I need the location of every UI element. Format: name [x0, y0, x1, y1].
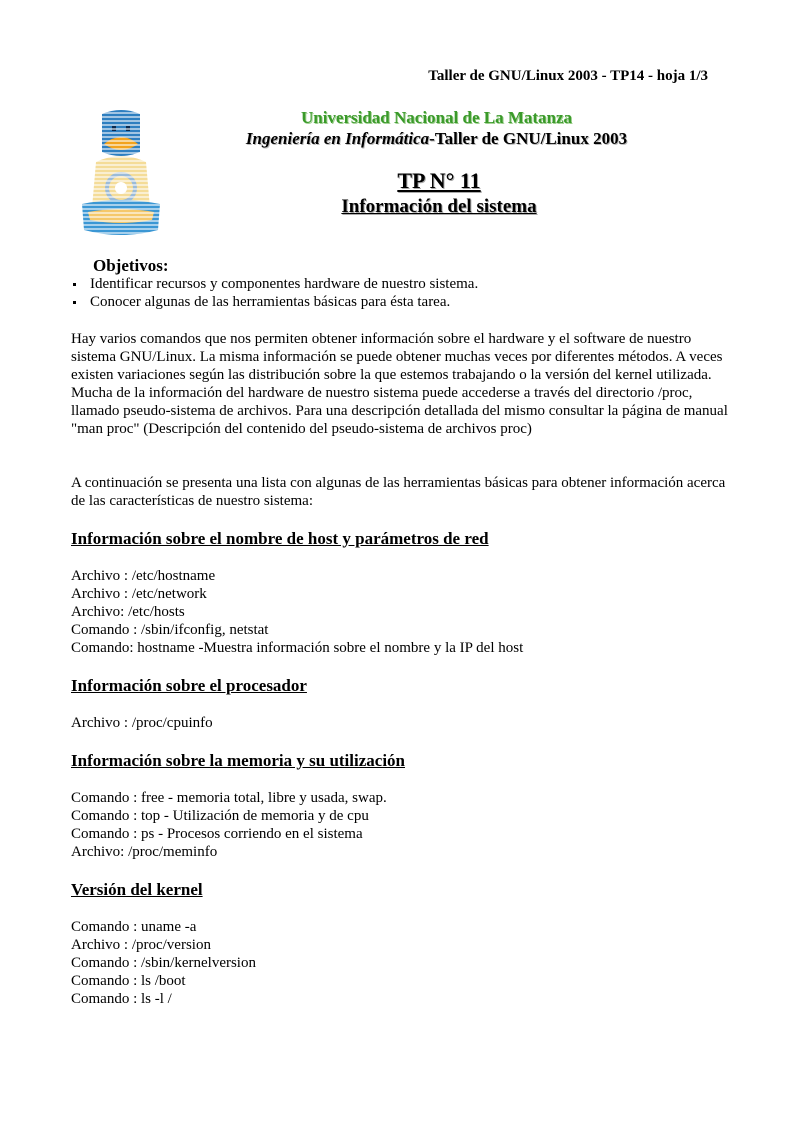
section-lines-memory	[71, 789, 387, 861]
list-item: Archivo: /etc/hosts	[71, 604, 185, 620]
objectives-title: Objetivos:	[93, 256, 169, 275]
list-item: Comando : ls -l /	[71, 991, 172, 1007]
section-lines-kernel	[71, 918, 256, 1008]
list-item: Comando : uname -a	[71, 919, 197, 935]
intro-text-2: Mucha de la información del hardware de nuestro sistema puede accederse a través del directorio /proc, llamado pseudo-sistema de archivos. Para una descripción detallada del mismo consultar la página de manual "man proc" (Descripción del contenido del pseudo-sistema de archivos proc)	[71, 385, 728, 437]
career-line	[0, 129, 793, 149]
list-item: Conocer algunas de las herramientas básicas para ésta tarea.	[71, 293, 478, 311]
tp-number: TP N° 11	[397, 168, 481, 193]
list-item: Identificar recursos y componentes hardware de nuestro sistema.	[71, 275, 478, 293]
list-item: Comando : ps - Procesos corriendo en el sistema	[71, 826, 363, 842]
section-title-kernel: Versión del kernel	[71, 880, 203, 899]
university-name: Universidad Nacional de La Matanza	[300, 108, 573, 127]
tp-title: Información del sistema	[341, 196, 537, 217]
list-item: Comando: hostname -Muestra información sobre el nombre y la IP del host	[71, 640, 524, 656]
list-item: Archivo : /proc/version	[71, 937, 211, 953]
career-italic: Ingeniería en Informática	[245, 129, 430, 148]
list-item: Comando : /sbin/ifconfig, netstat	[71, 622, 269, 638]
page-header-info: Taller de GNU/Linux 2003 - TP14 - hoja 1/3	[428, 68, 708, 84]
list-item: Comando : /sbin/kernelversion	[71, 955, 256, 971]
list-item: Archivo : /etc/network	[71, 586, 207, 602]
list-item: Comando : free - memoria total, libre y usada, swap.	[71, 790, 387, 806]
intro-text-1: Hay varios comandos que nos permiten obtener información sobre el hardware y el software de nuestro sistema GNU/Linux. La misma información se puede obtener muchas veces por diferentes métodos. A veces existen variaciones según las distribución sobre la que estemos trabajando o la versión del kernel utilizada.	[71, 331, 723, 383]
list-intro-paragraph: A continuación se presenta una lista con algunas de las herramientas básicas para obtener información acerca de las características de nuestro sistema:	[71, 475, 726, 509]
list-item: Comando : top - Utilización de memoria y de cpu	[71, 808, 369, 824]
list-item: Archivo : /proc/cpuinfo	[71, 715, 213, 731]
list-item: Comando : ls /boot	[71, 973, 186, 989]
list-item: Archivo : /etc/hostname	[71, 568, 216, 584]
section-lines-host	[71, 567, 523, 657]
intro-paragraph	[71, 330, 731, 438]
objectives-list	[71, 275, 478, 311]
section-title-cpu: Información sobre el procesador	[71, 676, 307, 695]
section-title-memory: Información sobre la memoria y su utilización	[71, 751, 405, 770]
section-lines-cpu	[71, 714, 213, 732]
list-item: Archivo: /proc/meminfo	[71, 844, 218, 860]
section-title-host: Información sobre el nombre de host y parámetros de red	[71, 529, 489, 548]
career-rest: -Taller de GNU/Linux 2003	[429, 129, 628, 148]
